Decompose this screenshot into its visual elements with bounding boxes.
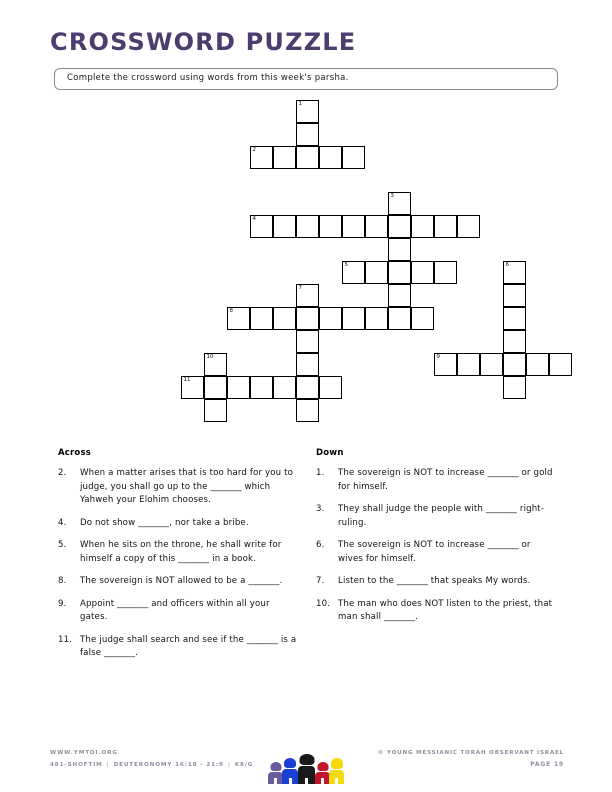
clue-number: 1. [316,468,325,478]
crossword-cell[interactable] [273,307,296,330]
crossword-cell[interactable] [204,399,227,422]
cell-number: 2 [252,147,256,153]
cell-number: 4 [252,216,256,222]
crossword-cell[interactable] [250,376,273,399]
footer-ref-code: 481-SHOFTIM [50,762,103,768]
crossword-cell[interactable] [365,215,388,238]
crossword-cell[interactable] [411,307,434,330]
crossword-cell[interactable] [296,399,319,422]
crossword-cell[interactable] [273,146,296,169]
footer-left [50,750,253,768]
clue-text: Appoint _______ and officers within all your gates. [80,598,270,622]
crossword-cell[interactable] [273,376,296,399]
crossword-cell[interactable] [503,307,526,330]
crossword-cell[interactable] [388,215,411,238]
across-clue [58,634,298,661]
cell-number: 8 [229,308,233,314]
footer-page-number: PAGE 19 [530,762,564,768]
clue-number: 3. [316,504,325,514]
crossword-cell[interactable] [411,215,434,238]
crossword-cell[interactable] [388,307,411,330]
page-title: CROSSWORD PUZZLE [50,28,357,56]
crossword-cell[interactable] [388,192,411,215]
crossword-cell[interactable] [503,284,526,307]
clue-text: The man who does NOT listen to the priest, that man shall _______. [338,598,553,622]
clue-number: 6. [316,540,325,550]
cell-number: 1 [298,101,302,107]
clue-text: The judge shall search and see if the _______ is a false _______. [80,634,297,658]
crossword-cell[interactable] [503,353,526,376]
cell-number: 10 [206,354,214,360]
clue-text: They shall judge the people with _______ right-ruling. [338,504,545,528]
crossword-cell[interactable] [227,376,250,399]
crossword-cell[interactable] [319,146,342,169]
down-clue [316,575,556,589]
instruction-text: Complete the crossword using words from this week's parsha. [67,73,349,83]
crossword-cell[interactable] [250,307,273,330]
across-clue-list [58,467,298,661]
across-clue [58,517,298,531]
crossword-cell[interactable] [365,307,388,330]
clue-text: Do not show _______, nor take a bribe. [80,517,249,528]
page-footer [0,742,612,792]
clue-number: 7. [316,576,325,586]
clue-text: The sovereign is NOT to increase _______ or gold for himself. [338,468,553,492]
cell-number: 9 [436,354,440,360]
crossword-cell[interactable] [434,215,457,238]
crossword-cell[interactable] [411,261,434,284]
footer-ref-scripture: DEUTERONOMY 16:18 - 21:9 [113,762,224,768]
down-clue [316,598,556,625]
crossword-cell[interactable] [342,146,365,169]
crossword-cell[interactable] [480,353,503,376]
clue-text: When a matter arises that is too hard for you to judge, you shall go up to the _______ which Yahweh your Elohim chooses. [80,468,294,505]
down-clue [316,539,556,566]
clue-number: 9. [58,598,67,609]
crossword-cell[interactable] [503,330,526,353]
clue-number: 11. [58,634,73,645]
footer-url[interactable]: WWW.YMTOI.ORG [50,750,118,756]
crossword-cell[interactable] [204,353,227,376]
crossword-cell[interactable] [549,353,572,376]
crossword-cell[interactable] [457,215,480,238]
crossword-cell[interactable] [503,261,526,284]
crossword-cell[interactable] [296,146,319,169]
clue-text: Listen to the _______ that speaks My words. [338,576,531,586]
clue-number: 10. [316,598,331,609]
crossword-cell[interactable] [388,238,411,261]
footer-copyright: © YOUNG MESSIANIC TORAH OBSERVANT ISRAEL [377,750,564,756]
down-heading: Down [316,448,344,458]
crossword-cell[interactable] [319,307,342,330]
across-clue [58,575,298,589]
across-clue [58,467,298,508]
clue-text: When he sits on the throne, he shall write for himself a copy of this _______ in a book. [80,540,282,564]
crossword-cell[interactable] [319,376,342,399]
crossword-cell[interactable] [342,261,365,284]
clue-number: 4. [58,517,67,528]
cell-number: 7 [298,285,302,291]
clue-number: 5. [58,540,67,550]
crossword-cell[interactable] [342,307,365,330]
footer-sep-1: | [106,762,110,768]
footer-sep-2: | [227,762,231,768]
crossword-cell[interactable] [319,215,342,238]
crossword-grid[interactable] [0,0,612,383]
crossword-cell[interactable] [296,376,319,399]
clue-text: The sovereign is NOT allowed to be a _______. [80,576,283,586]
crossword-cell[interactable] [296,215,319,238]
crossword-cell[interactable] [296,330,319,353]
crossword-cell[interactable] [296,123,319,146]
down-clue [316,467,556,494]
crossword-cell[interactable] [457,353,480,376]
across-column [58,448,298,670]
clue-number: 8. [58,576,67,586]
down-clue [316,503,556,530]
footer-ref-grade: K8/G [234,762,254,768]
crossword-cell[interactable] [503,376,526,399]
crossword-cell[interactable] [526,353,549,376]
crossword-cell[interactable] [388,284,411,307]
crossword-cell[interactable] [296,284,319,307]
crossword-cell[interactable] [250,215,273,238]
crossword-cell[interactable] [181,376,204,399]
crossword-cell[interactable] [250,146,273,169]
crossword-cell[interactable] [434,261,457,284]
crossword-cell[interactable] [204,376,227,399]
crossword-cell[interactable] [296,307,319,330]
crossword-cell[interactable] [296,353,319,376]
crossword-cell[interactable] [388,261,411,284]
crossword-cell[interactable] [273,215,296,238]
crossword-cell[interactable] [365,261,388,284]
cell-number: 3 [390,193,394,199]
across-heading: Across [58,448,91,458]
across-clue [58,539,298,566]
crossword-cell[interactable] [296,100,319,123]
down-clue-list [316,467,556,625]
cell-number: 11 [183,377,191,383]
clue-number: 2. [58,468,67,478]
down-column [316,448,556,634]
footer-reference [50,762,253,768]
crossword-cell[interactable] [227,307,250,330]
cell-number: 6 [505,262,509,268]
crossword-cell[interactable] [434,353,457,376]
crossword-cell[interactable] [342,215,365,238]
clue-text: The sovereign is NOT to increase _______ or wives for himself. [338,540,531,564]
footer-right [378,750,564,768]
across-clue [58,598,298,625]
cell-number: 5 [344,262,348,268]
